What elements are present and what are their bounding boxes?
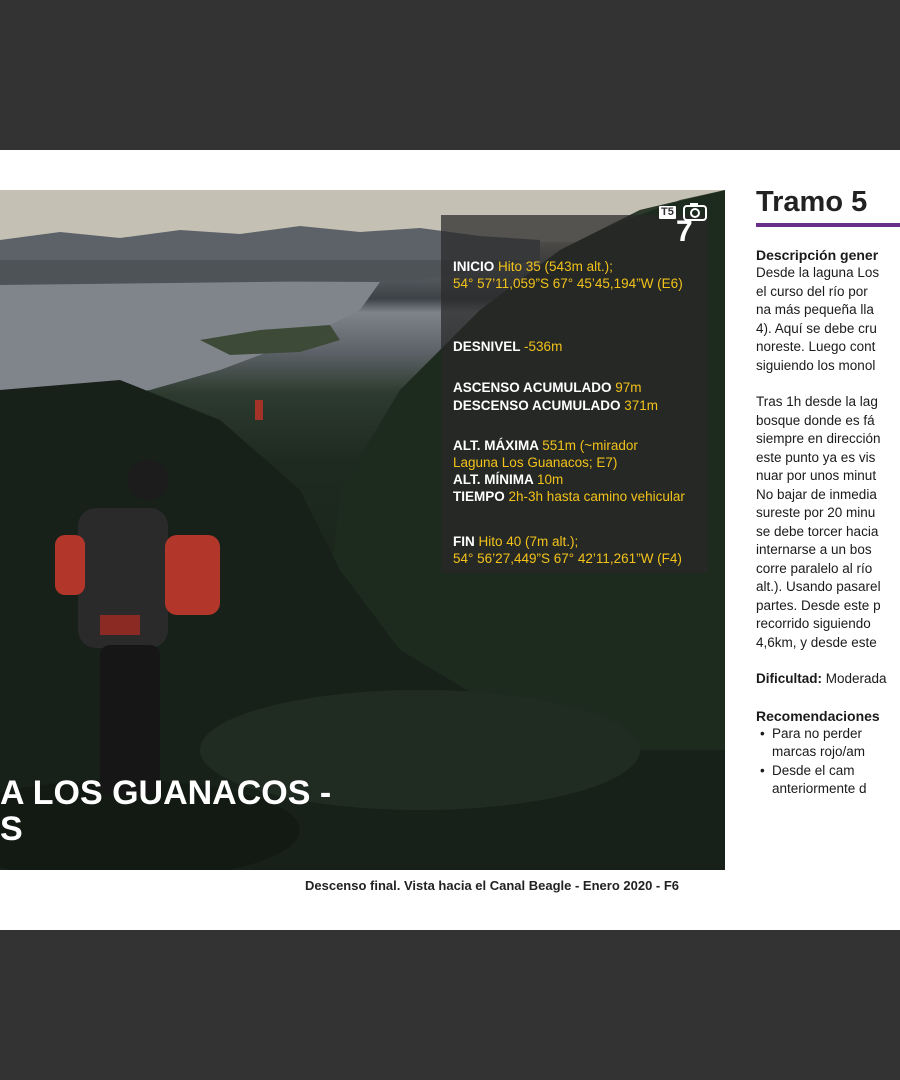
overlay-title-line-1: A LOS GUANACOS - bbox=[0, 774, 332, 812]
recommendations-heading: Recomendaciones bbox=[756, 707, 880, 724]
fin-value: Hito 40 (7m alt.); bbox=[478, 534, 579, 549]
inicio-label: INICIO bbox=[453, 259, 495, 274]
tramo-title: Tramo 5 bbox=[756, 186, 868, 218]
text-line: No bajar de inmedia bbox=[756, 486, 877, 502]
text-line: siempre en dirección bbox=[756, 431, 881, 446]
title-underline bbox=[756, 223, 900, 227]
description-column bbox=[756, 246, 900, 799]
route-info-panel bbox=[441, 215, 708, 533]
difficulty-row bbox=[756, 670, 900, 689]
text-line: se debe torcer hacia bbox=[756, 523, 879, 539]
tiempo-value: 2h-3h hasta camino vehicular bbox=[508, 489, 685, 504]
description-heading: Descripción gener bbox=[756, 247, 879, 263]
list-item: • Para no perder bbox=[756, 725, 900, 744]
text-line: Desde la laguna Los bbox=[756, 265, 880, 280]
route-info-panel-fin bbox=[441, 533, 708, 573]
text-line: nuar por unos minut bbox=[756, 468, 877, 483]
alt-max-row bbox=[453, 437, 638, 454]
tiempo-row bbox=[453, 488, 685, 505]
alt-max-value: 551m (~mirador bbox=[542, 438, 638, 453]
text-line: 4). Aquí se debe cru bbox=[756, 320, 877, 336]
text-line: bosque donde es fá bbox=[756, 412, 875, 428]
text-line: siguiendo los monol bbox=[756, 357, 876, 373]
list-item-continuation: anteriormente d bbox=[772, 781, 867, 796]
descenso-value: 371m bbox=[624, 398, 659, 413]
alt-max-value-2: Laguna Los Guanacos; E7) bbox=[453, 455, 618, 470]
photo-caption: Descenso final. Vista hacia el Canal Beagle - Enero 2020 - F6 bbox=[305, 878, 680, 893]
text-line: corre paralelo al río bbox=[756, 560, 873, 576]
text-line: este punto ya es vis bbox=[756, 449, 876, 465]
document-page bbox=[0, 150, 900, 930]
inicio-value: Hito 35 (543m alt.); bbox=[498, 259, 613, 274]
alt-max-label: ALT. MÁXIMA bbox=[453, 438, 539, 453]
alt-min-value: 10m bbox=[537, 472, 564, 487]
list-item-continuation: marcas rojo/am bbox=[772, 744, 866, 759]
alt-min-row bbox=[453, 471, 563, 488]
tiempo-label: TIEMPO bbox=[453, 489, 505, 504]
ascenso-row bbox=[453, 379, 642, 396]
fin-label: FIN bbox=[453, 534, 475, 549]
text-line: recorrido siguiendo bbox=[756, 616, 871, 631]
ascenso-label: ASCENSO ACUMULADO bbox=[453, 380, 612, 395]
text-line: internarse a un bos bbox=[756, 542, 872, 557]
list-item: • Desde el cam bbox=[756, 762, 900, 781]
text-line: noreste. Luego cont bbox=[756, 339, 876, 354]
alt-min-label: ALT. MÍNIMA bbox=[453, 472, 534, 487]
difficulty-value: Moderada bbox=[825, 671, 887, 686]
recommendations-list bbox=[756, 725, 900, 799]
text-line: Tras 1h desde la lag bbox=[756, 394, 878, 409]
inicio-coords: 54° 57’11,059”S 67° 45’45,194”W (E6) bbox=[453, 276, 683, 291]
inicio-coords-row bbox=[453, 275, 683, 292]
description-paragraph-2 bbox=[756, 393, 900, 652]
fin-coords-row bbox=[453, 550, 682, 567]
description-paragraph-1 bbox=[756, 264, 900, 375]
fin-row bbox=[453, 533, 578, 550]
text-line: 4,6km, y desde este bbox=[756, 634, 877, 650]
ascenso-value: 97m bbox=[615, 380, 642, 395]
fin-coords: 54° 56’27,449”S 67° 42’11,261”W (F4) bbox=[453, 551, 682, 566]
desnivel-label: DESNIVEL bbox=[453, 339, 521, 354]
section-badge: T5 bbox=[661, 206, 674, 218]
overlay-title-line-2: S bbox=[0, 810, 23, 848]
photo-number: 7 bbox=[676, 215, 693, 248]
text-line: na más pequeña lla bbox=[756, 302, 874, 317]
descenso-label: DESCENSO ACUMULADO bbox=[453, 398, 621, 413]
text-line: el curso del río por bbox=[756, 283, 868, 299]
text-line: sureste por 20 minu bbox=[756, 505, 876, 520]
text-line: partes. Desde este p bbox=[756, 597, 881, 613]
desnivel-row bbox=[453, 338, 562, 355]
descenso-row bbox=[453, 397, 658, 414]
section-title-overlay bbox=[0, 775, 331, 847]
inicio-row bbox=[453, 258, 613, 275]
alt-max-row-2 bbox=[453, 454, 617, 471]
text-line: alt.). Usando pasarel bbox=[756, 579, 881, 594]
desnivel-value: -536m bbox=[524, 339, 563, 354]
difficulty-label: Dificultad: bbox=[756, 671, 822, 686]
